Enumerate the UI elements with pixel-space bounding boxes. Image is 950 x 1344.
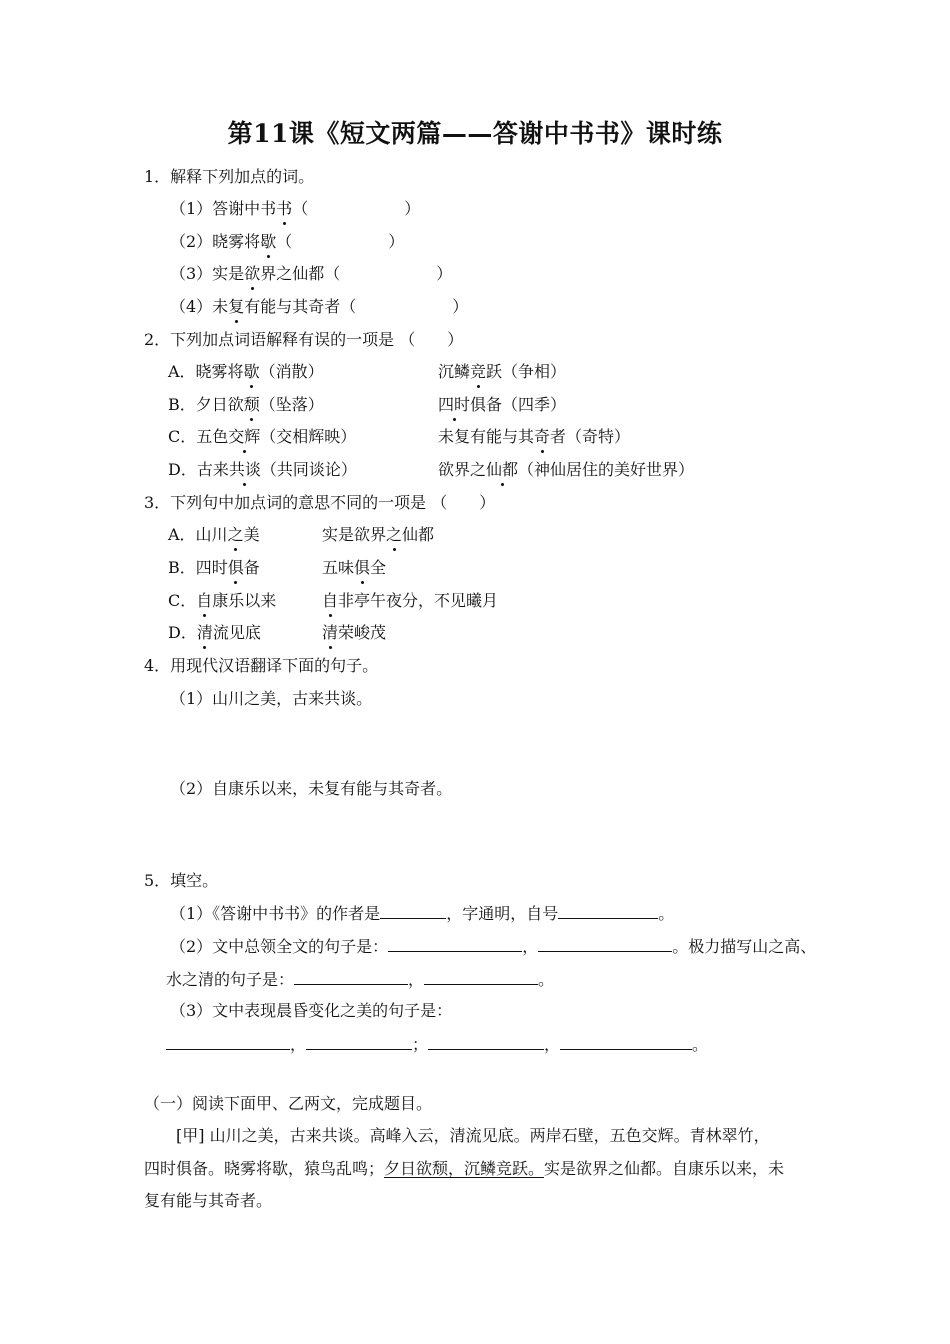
- q1-item-1: （1）答谢中书书（ ）: [170, 199, 421, 218]
- fill-blank[interactable]: [380, 902, 446, 919]
- reading-stem: （一）阅读下面甲、乙两文，完成题目。: [144, 1094, 433, 1113]
- q3-stem: 3．下列句中加点词的意思不同的一项是 （ ）: [144, 493, 496, 512]
- fill-blank[interactable]: [166, 1033, 290, 1050]
- q5-stem: 5．填空。: [144, 871, 219, 890]
- q3-option-a-left: A．山川之美: [168, 525, 260, 544]
- reading-paragraph-line-2: 四时俱备。晓雾将歇，猿鸟乱鸣；夕日欲颓，沉鳞竞跃。实是欲界之仙都。自康乐以来，未: [144, 1159, 785, 1178]
- dotted-word: 欲: [244, 264, 261, 283]
- fill-blank[interactable]: [388, 935, 522, 952]
- q4-sentence-2: （2）自康乐以来，未复有能与其奇者。: [170, 779, 453, 798]
- dotted-word: 俱: [354, 558, 371, 577]
- fill-blank[interactable]: [306, 1033, 412, 1050]
- dotted-word: 书: [276, 199, 293, 218]
- q3-option-b-left: B．四时俱备: [168, 558, 260, 577]
- dotted-word: 颓: [243, 395, 260, 414]
- q1-stem: 1．解释下列加点的词。: [144, 167, 315, 186]
- dotted-word: 歇: [243, 362, 260, 381]
- fill-blank[interactable]: [560, 1033, 692, 1050]
- dotted-word: 交辉: [228, 427, 261, 446]
- q3-option-c-right: 自非亭午夜分，不见曦月: [322, 591, 499, 610]
- q2-option-b-right: 四时俱备（四季）: [438, 395, 567, 414]
- dotted-word: 之: [386, 525, 403, 544]
- dotted-word: 奇: [534, 427, 551, 446]
- dotted-word: 自: [322, 591, 339, 610]
- q5-line-5: ， ； ， 。: [166, 1033, 708, 1056]
- q5-line-1: （1）《答谢中书书》的作者是 ，字通明，自号 。: [170, 904, 675, 923]
- dotted-word: 清: [322, 623, 339, 642]
- dotted-word: 四时: [438, 395, 471, 414]
- reading-paragraph-line-3: 复有能与其奇者。: [144, 1191, 273, 1210]
- q3-option-c-left: C．自康乐以来: [168, 591, 277, 610]
- reading-paragraph-line-1: [甲] 山川之美，古来共谈。高峰入云，清流见底。两岸石壁，五色交辉。青林翠竹，: [176, 1126, 770, 1145]
- q4-stem: 4．用现代汉语翻译下面的句子。: [144, 656, 379, 675]
- dotted-word: 仙都: [486, 460, 519, 479]
- q3-option-a-right: 实是欲界之仙都: [322, 525, 435, 544]
- q4-sentence-1: （1）山川之美，古来共谈。: [170, 689, 373, 708]
- q2-option-c-left: C．五色交辉（交相辉映）: [168, 427, 357, 446]
- q2-option-a-right: 沉鳞竞跃（争相）: [438, 362, 567, 381]
- q2-stem: 2．下列加点词语解释有误的一项是 （ ）: [144, 330, 464, 349]
- q5-line-4: （3）文中表现晨昏变化之美的句子是：: [170, 1001, 453, 1020]
- fill-blank[interactable]: [294, 968, 408, 985]
- dotted-word: 清: [196, 623, 213, 642]
- dotted-word: 歇: [260, 232, 277, 251]
- dotted-word: 自: [196, 591, 213, 610]
- dotted-word: 之: [227, 525, 244, 544]
- q1-item-3: （3）实是欲界之仙都（ ）: [170, 264, 453, 283]
- q3-option-d-right: 清荣峻茂: [322, 623, 387, 642]
- q2-option-a-left: A．晓雾将歇（消散）: [168, 362, 324, 381]
- dotted-word: 共谈: [228, 460, 261, 479]
- fill-blank[interactable]: [538, 935, 672, 952]
- page-title: 第11课《短文两篇——答谢中书书》课时练: [227, 119, 723, 148]
- q5-line-2: （2）文中总领全文的句子是： ， 。极力描写山之高、: [170, 937, 817, 956]
- fill-blank[interactable]: [558, 902, 658, 919]
- dotted-word: 俱: [227, 558, 244, 577]
- q2-option-c-right: 未复有能与其奇者（奇特）: [438, 427, 631, 446]
- dotted-word: 竞: [470, 362, 487, 381]
- underlined-sentence: 夕日欲颓，沉鳞竞跃。: [384, 1159, 545, 1178]
- q5-line-3: 水之清的句子是： ， 。: [166, 970, 555, 989]
- dotted-word: 复: [228, 297, 245, 316]
- q3-option-d-left: D．清流见底: [168, 623, 261, 642]
- fill-blank[interactable]: [428, 1033, 544, 1050]
- q2-option-d-left: D．古来共谈（共同谈论）: [168, 460, 357, 479]
- q1-item-4: （4）未复有能与其奇者（ ）: [170, 297, 469, 316]
- q3-option-b-right: 五味俱全: [322, 558, 387, 577]
- q2-option-d-right: 欲界之仙都（神仙居住的美好世界）: [438, 460, 695, 479]
- q2-option-b-left: B．夕日欲颓（坠落）: [168, 395, 324, 414]
- fill-blank[interactable]: [424, 968, 538, 985]
- q1-item-2: （2）晓雾将歇（ ）: [170, 232, 405, 251]
